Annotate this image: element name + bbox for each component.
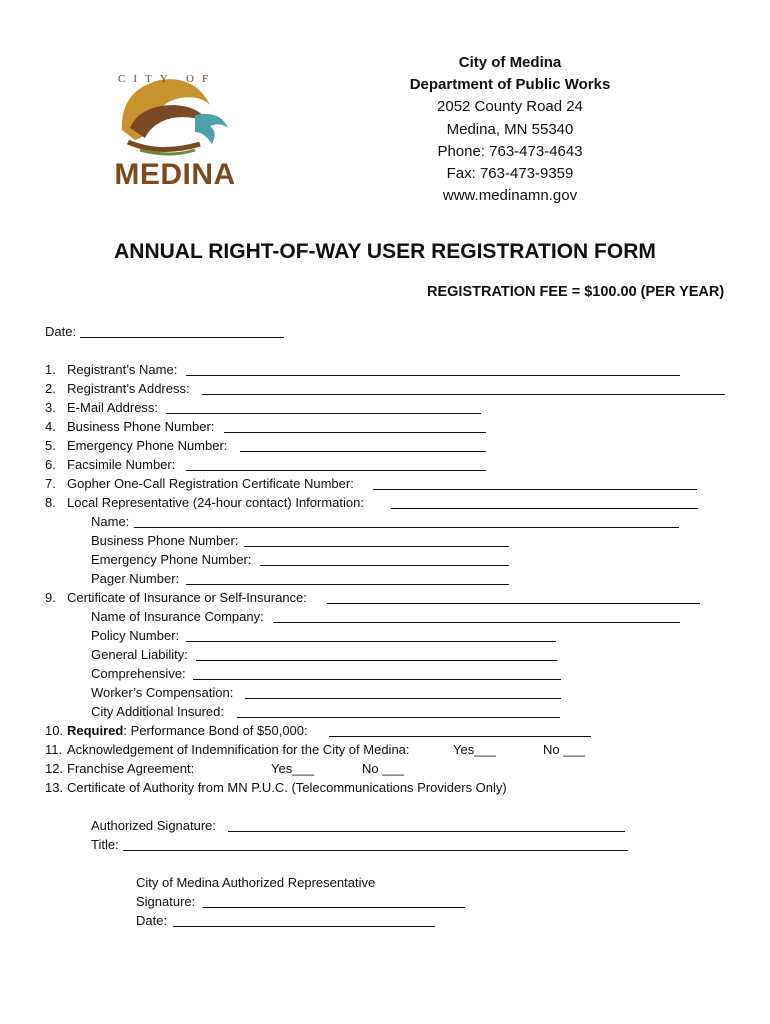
item-1-label: Registrant’s Name:: [67, 362, 178, 377]
email-field[interactable]: [166, 413, 481, 414]
form-title: ANNUAL RIGHT-OF-WAY USER REGISTRATION FORM: [114, 240, 656, 263]
performance-bond-field[interactable]: [329, 736, 591, 737]
item-8-label: Local Representative (24-hour contact) Information:: [67, 495, 364, 510]
logo-arc-text: CITY OF: [118, 73, 217, 85]
rep-business-phone-field[interactable]: [244, 546, 509, 547]
city-state: Medina, MN 55340: [446, 120, 574, 138]
phone: Phone: 763-473-4643: [437, 142, 583, 160]
item-8-emergency-phone-label: Emergency Phone Number:: [91, 552, 252, 567]
city-rep-signature-label: Signature:: [136, 894, 196, 909]
item-9-policy-label: Policy Number:: [91, 628, 180, 643]
item-8: 8. Local Representative (24-hour contact) Information:: [45, 495, 364, 510]
business-phone-field[interactable]: [224, 432, 486, 433]
item-12: 12. Franchise Agreement:: [45, 761, 195, 776]
general-liability-field[interactable]: [196, 660, 557, 661]
item-9-additional-insured-label: City Additional Insured:: [91, 704, 224, 719]
city-rep-heading: City of Medina Authorized Representative: [136, 875, 376, 890]
item-7: 7. Gopher One-Call Registration Certificate Number:: [45, 476, 354, 491]
title-field[interactable]: [123, 850, 628, 851]
item-9-comprehensive-label: Comprehensive:: [91, 666, 186, 681]
item-8-name-label: Name:: [91, 514, 130, 529]
item-2-label: Registrant’s Address:: [67, 381, 190, 396]
item-4: 4. Business Phone Number:: [45, 419, 215, 434]
item-7-label: Gopher One-Call Registration Certificate Number:: [67, 476, 354, 491]
item-10-label: : Performance Bond of $50,000:: [123, 723, 308, 738]
insurer-name-field[interactable]: [273, 622, 680, 623]
item-11: 11. Acknowledgement of Indemnification for the City of Medina:: [45, 742, 410, 757]
additional-insured-field[interactable]: [237, 717, 560, 718]
item-5-label: Emergency Phone Number:: [67, 438, 228, 453]
website: www.medinamn.gov: [442, 187, 578, 205]
local-rep-field[interactable]: [391, 508, 698, 509]
street: 2052 County Road 24: [437, 98, 583, 116]
item-8-pager-label: Pager Number:: [91, 571, 180, 586]
rep-pager-field[interactable]: [186, 584, 509, 585]
org-header: [380, 52, 640, 207]
item-6: 6. Facsimile Number:: [45, 457, 176, 472]
franchise-no[interactable]: No ___: [362, 761, 404, 776]
emergency-phone-field[interactable]: [240, 451, 486, 452]
registrant-address-field[interactable]: [202, 394, 725, 395]
item-1: 1. Registrant’s Name:: [45, 362, 178, 377]
logo-wordmark: MEDINA: [114, 158, 236, 191]
city-rep-date-field[interactable]: [173, 926, 435, 927]
registration-fee: REGISTRATION FEE = $100.00 (PER YEAR): [427, 284, 725, 300]
authorized-signature-field[interactable]: [228, 831, 625, 832]
item-12-label: Franchise Agreement:: [67, 761, 195, 776]
city-rep-signature-field[interactable]: [203, 907, 465, 908]
item-11-label: Acknowledgement of Indemnification for the City of Medina:: [67, 742, 410, 757]
city-rep-date-label: Date:: [136, 913, 168, 928]
rep-emergency-phone-field[interactable]: [260, 565, 509, 566]
indemnification-no[interactable]: No ___: [543, 742, 585, 757]
item-4-label: Business Phone Number:: [67, 419, 215, 434]
authorized-signature-label: Authorized Signature:: [91, 818, 217, 833]
workers-comp-field[interactable]: [245, 698, 561, 699]
item-6-label: Facsimile Number:: [67, 457, 176, 472]
dept-name: Department of Public Works: [409, 76, 611, 94]
item-13: 13. Certificate of Authority from MN P.U.C. (Telecommunications Providers Only): [45, 780, 507, 795]
gopher-cert-field[interactable]: [373, 489, 697, 490]
title-label: Title:: [91, 837, 119, 852]
item-8-business-phone-label: Business Phone Number:: [91, 533, 239, 548]
item-2: 2. Registrant’s Address:: [45, 381, 190, 396]
required-label: Required: [67, 723, 124, 738]
indemnification-yes[interactable]: Yes___: [453, 742, 496, 757]
fax: Fax: 763-473-9359: [446, 165, 574, 183]
item-9-label: Certificate of Insurance or Self-Insurance:: [67, 590, 307, 605]
rep-name-field[interactable]: [134, 527, 679, 528]
org-name: City of Medina: [458, 54, 562, 71]
item-3-label: E-Mail Address:: [67, 400, 159, 415]
item-10: 10. Required: Performance Bond of $50,000:: [45, 723, 308, 738]
item-13-label: Certificate of Authority from MN P.U.C. (Telecommunications Providers Only): [67, 780, 507, 795]
date-label: Date:: [45, 324, 77, 339]
item-5: 5. Emergency Phone Number:: [45, 438, 228, 453]
fax-number-field[interactable]: [186, 470, 486, 471]
date-field[interactable]: [80, 337, 284, 338]
comprehensive-field[interactable]: [193, 679, 561, 680]
item-9-general-liability-label: General Liability:: [91, 647, 188, 662]
item-3: 3. E-Mail Address:: [45, 400, 159, 415]
item-9-workers-comp-label: Worker’s Compensation:: [91, 685, 234, 700]
registrant-name-field[interactable]: [186, 375, 680, 376]
policy-number-field[interactable]: [186, 641, 556, 642]
insurance-cert-field[interactable]: [327, 603, 700, 604]
franchise-yes[interactable]: Yes___: [271, 761, 314, 776]
item-9: 9. Certificate of Insurance or Self-Insurance:: [45, 590, 307, 605]
item-9-insurer-label: Name of Insurance Company:: [91, 609, 264, 624]
